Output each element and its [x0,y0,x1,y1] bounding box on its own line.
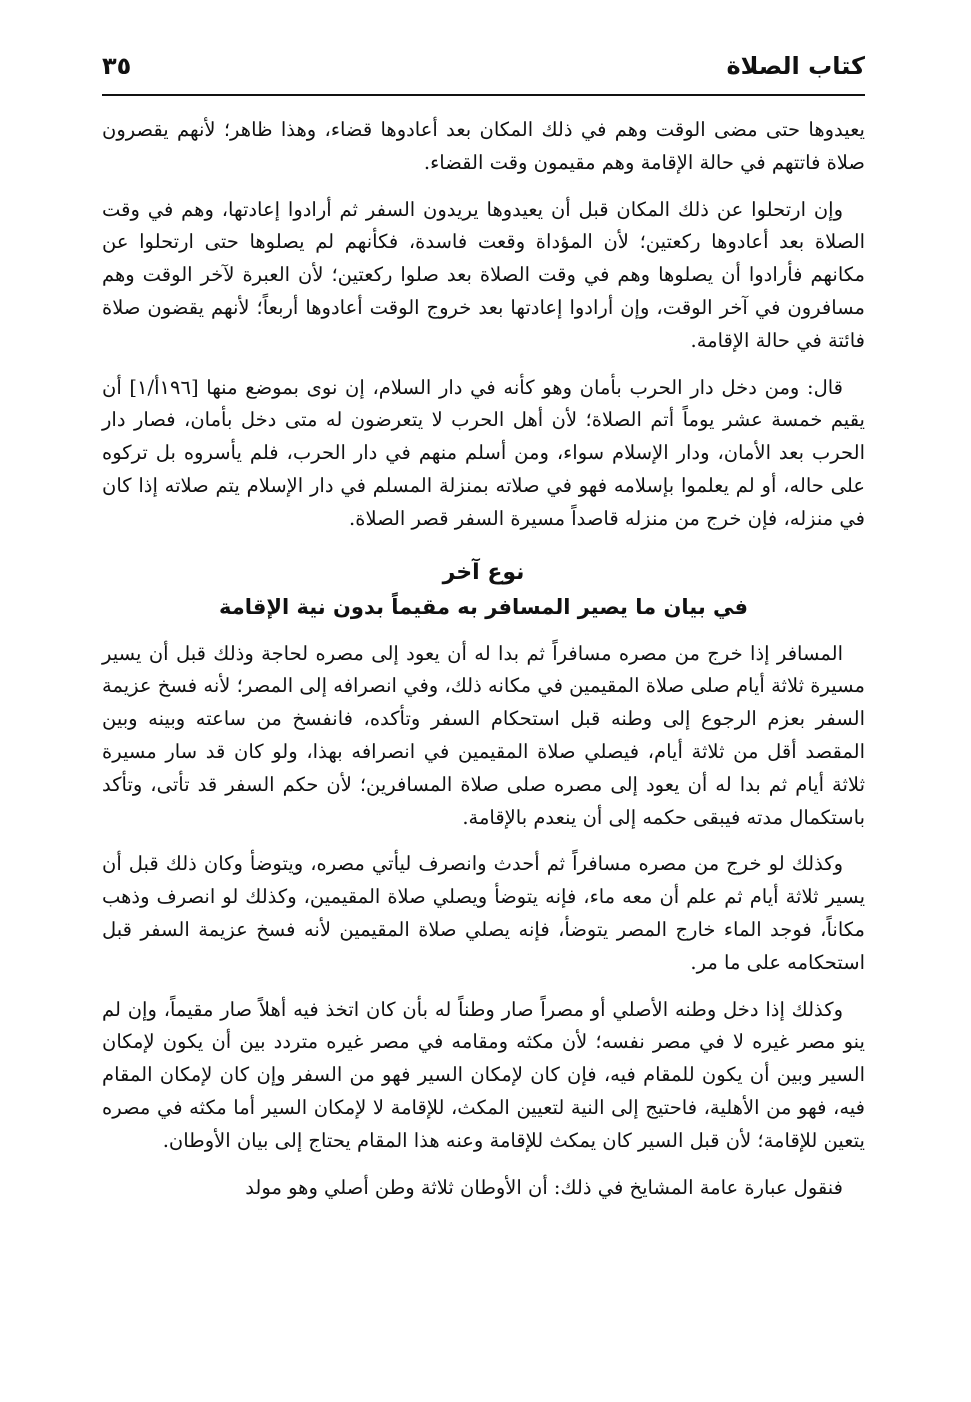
book-title: كتاب الصلاة [726,52,865,80]
paragraph: وإن ارتحلوا عن ذلك المكان قبل أن يعيدوها يريدون السفر ثم أرادوا إعادتها، وهم في وقت الصلاة بعد أعادوها ركعتين؛ لأن المؤداة وقعت فاسدة، فكأنهم لم يصلوها حتى ارتحلوا عن مكانهم فأرادوا أن يصلوها وهم في وقت الصلاة بعد صلوا ركعتين؛ لأن العبرة لآخر الوقت وهم مسافرون في آخر الوقت، وإن أرادوا إعادتها بعد خروج الوقت أعادوها أربعاً؛ لأنهم يقضون صلاة فائتة في حالة الإقامة. [102,197,865,352]
paragraph: وكذلك إذا دخل وطنه الأصلي أو مصراً صار وطناً له بأن كان اتخذ فيه أهلاً صار مقيماً، وإن لم ينو مصر غيره لا في مصر نفسه؛ لأن مكثه ومقامه في مصر غيره متردد بين أن يكون لإمكان السير وبين أن يكون للمقام فيه، فإن كان لإمكان السير فهو من السفر وإن كان لإمكان المقام فيه، فهو من الأهلية، فاحتيج إلى النية لتعيين المكث، للإقامة لا لإمكان السير أما مكثه في مصره يتعين للإقامة؛ لأن قبل السير كان يمكث للإقامة وعنه هذا المقام يحتاج إلى بيان الأوطان. [102,997,865,1152]
document-page [102,48,865,1218]
page-header [102,48,865,96]
paragraph: فنقول عبارة عامة المشايخ في ذلك: أن الأوطان ثلاثة وطن أصلي وهو مولد [245,1175,843,1199]
page-body [102,114,865,1204]
section-subheading: في بيان ما يصير المسافر به مقيماً بدون نية الإقامة [218,594,749,619]
section-heading: نوع آخر [442,559,525,585]
paragraph: وكذلك لو خرج من مصره مسافراً ثم أحدث وانصرف ليأتي مصره، ويتوضأ وكان ذلك قبل أن يسير ثلاثة أيام ثم علم أن معه ماء، فإنه يتوضأ ويصلي صلاة المقيمين، وكذلك لو انصرف وذهب مكاناً، فوجد الماء خارج المصر يتوضأ، فإنه يصلي صلاة المقيمين لأنه فسخ عزيمة السفر قبل استحكامه على ما مر. [102,852,865,974]
paragraph: المسافر إذا خرج من مصره مسافراً ثم بدا له أن يعود إلى مصره لحاجة وذلك قبل أن يسير مسيرة ثلاثة أيام صلى صلاة المقيمين في مكانه ذلك، وفي انصرافه إلى المصر؛ لأنه فسخ عزيمة السفر بعزم الرجوع إلى وطنه قبل استحكام السفر وتأكده، فانفسخ من ساعته وبينه وبين المقصد أقل من ثلاثة أيام، فيصلي صلاة المقيمين في انصرافه بهذا، ولو كان قد سار مسيرة ثلاثة أيام ثم بدا له أن يعود إلى مصره صلى صلاة المسافرين؛ لأن حكم السفر قد تأتى، وتأكد باستكمال مدته فيبقى حكمه إلى أن ينعدم بالإقامة. [102,641,865,829]
paragraph: يعيدوها حتى مضى الوقت وهم في ذلك المكان بعد أعادوها قضاء، وهذا ظاهر؛ لأنهم يقصرون صلاة فاتتهم في حالة الإقامة وهم مقيمون وقت القضاء. [102,118,865,174]
page-number: ٣٥ [102,52,132,80]
paragraph: قال: ومن دخل دار الحرب بأمان وهو كأنه في دار السلام، إن نوى بموضع منها [١٩٦أ/١] أن يقيم خمسة عشر يوماً أتم الصلاة؛ لأن أهل الحرب لا يتعرضون له متى دخل بأمان، فصار دار الحرب بعد الأمان، ودار الإسلام سواء، ومن أسلم منهم في دار الحرب، فلم يأسروه بل تركوه على حاله، أو لم يعلموا بإسلامه فهو في صلاته بمنزلة المسلم في دار الإسلام يتم صلاته إذا كان في منزله، فإن خرج من منزله قاصداً مسيرة السفر قصر الصلاة. [102,375,865,530]
